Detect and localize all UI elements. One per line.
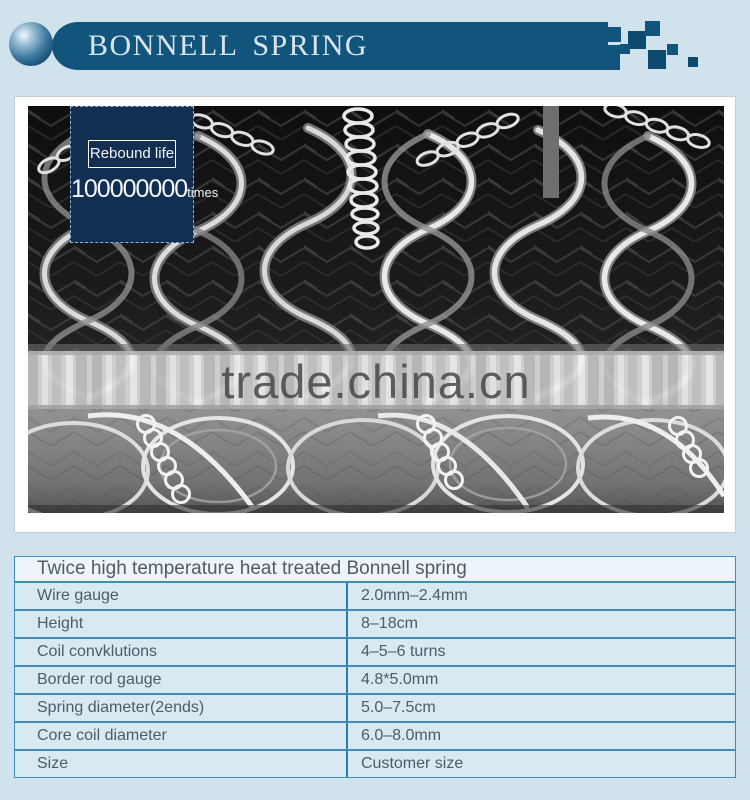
row-label: Coil convklutions [15,639,348,665]
row-value: Customer size [361,755,464,772]
row-label: Wire gauge [15,583,348,609]
watermark-text: trade.china.cn [221,355,531,408]
header-banner [52,22,608,70]
row-label: Spring diameter(2ends) [15,695,348,721]
row-label: Core coil diameter [15,723,348,749]
badge-value: 100000000 [71,175,188,203]
pixel-square-decoration [667,44,678,55]
sphere-logo-icon [9,22,53,66]
table-row [15,639,735,667]
page-title: BONNELL SPRING [88,29,369,62]
table-row [15,695,735,723]
spec-table [14,556,736,778]
pixel-square-decoration [645,21,660,36]
table-row [15,723,735,751]
table-row [15,583,735,611]
table-row [15,611,735,639]
pixel-square-decoration [648,50,666,69]
row-label: Border rod gauge [15,667,348,693]
badge-value-line [71,175,219,204]
spec-table-title: Twice high temperature heat treated Bonnell spring [15,557,735,583]
badge-label: Rebound life [88,140,176,168]
row-value: 8–18cm [361,615,418,632]
rebound-life-badge [70,106,219,243]
row-value: 4–5–6 turns [361,643,446,660]
row-value: 2.0mm–2.4mm [361,587,468,604]
pixel-square-decoration [608,27,621,42]
pixel-square-decoration [628,31,646,49]
pixel-square-decoration [688,57,698,67]
row-value: 5.0–7.5cm [361,699,436,716]
pixel-square-decoration [620,44,630,54]
row-value: 4.8*5.0mm [361,671,439,688]
table-row [15,751,735,777]
product-photo [28,106,724,513]
pixel-square-decoration [608,45,620,70]
table-row [15,667,735,695]
row-label: Height [15,611,348,637]
row-label: Size [15,751,348,777]
photo-card [14,96,736,533]
row-value: 6.0–8.0mm [361,727,442,744]
badge-unit: times [187,185,219,200]
